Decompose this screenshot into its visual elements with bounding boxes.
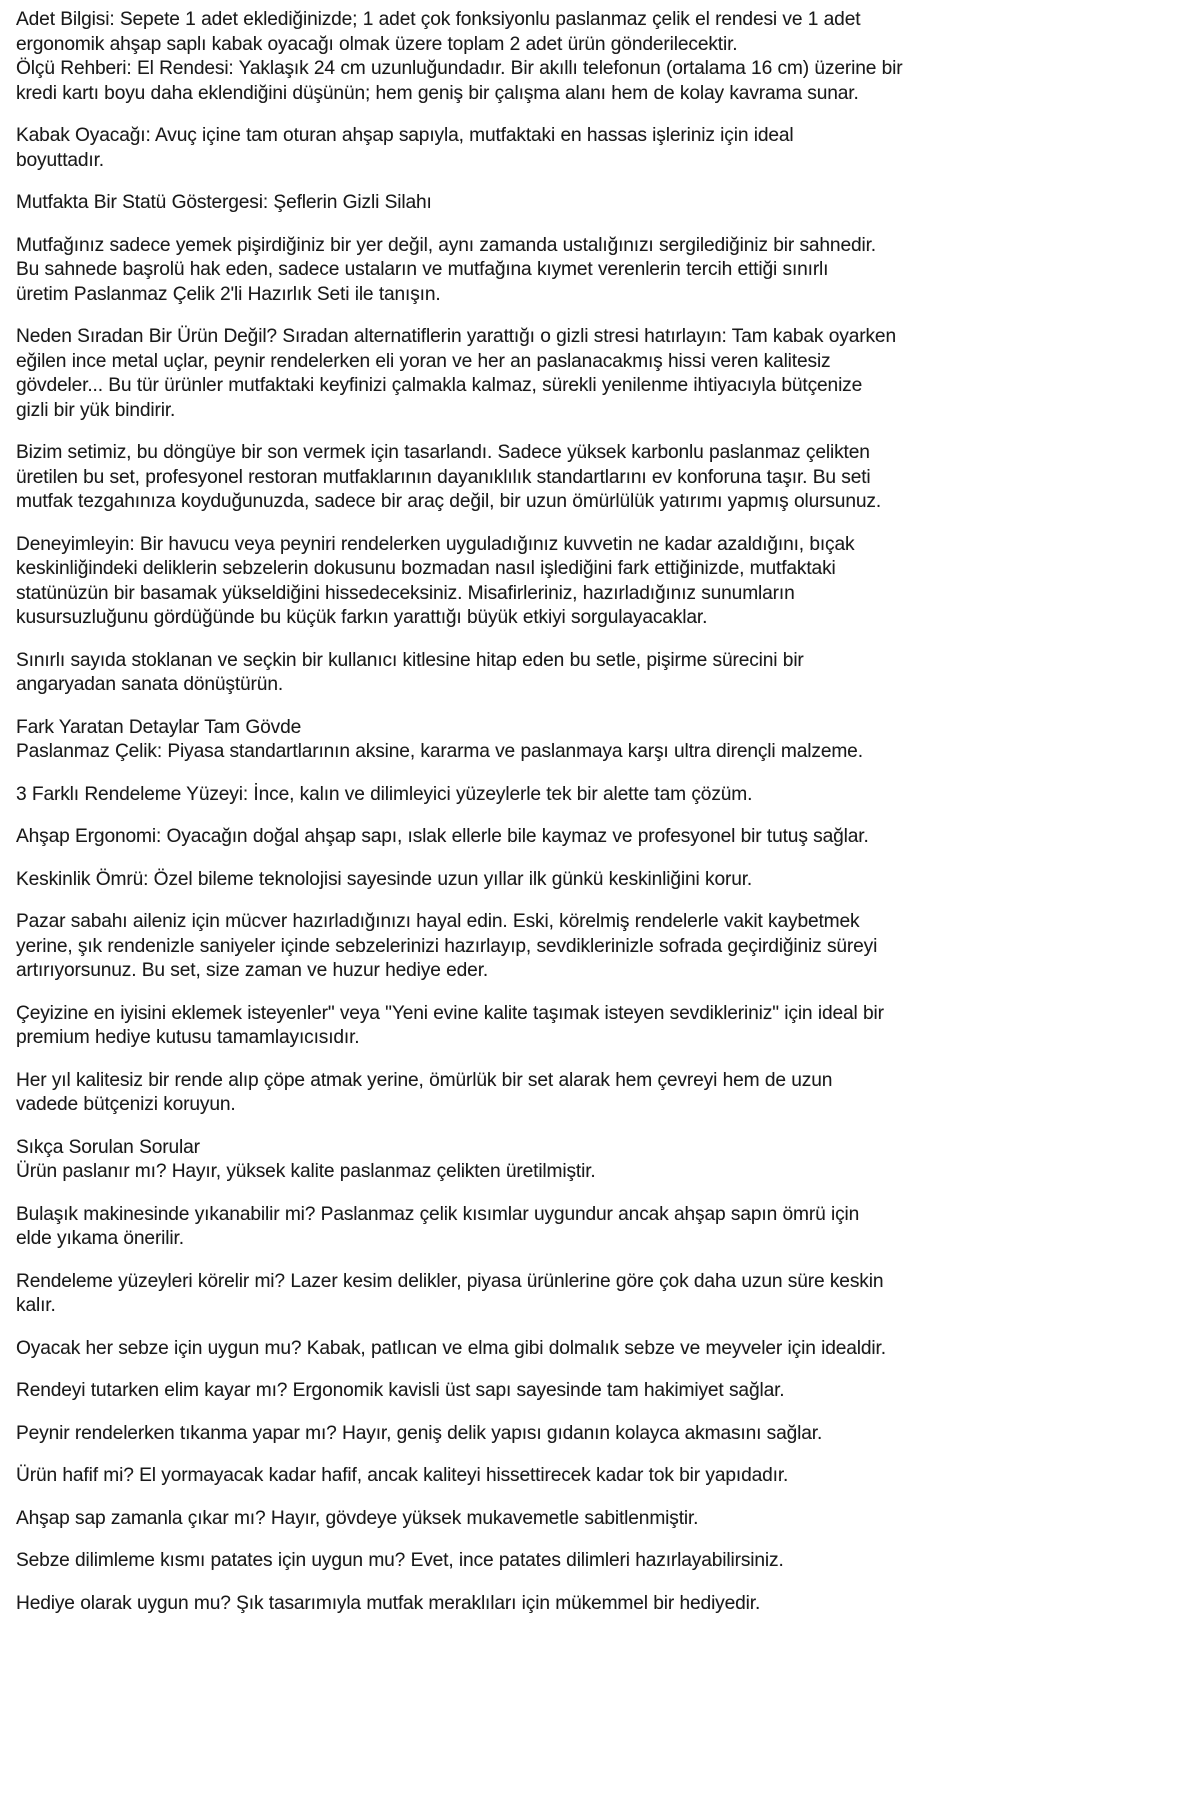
text-line: vadede bütçenizi koruyun.: [16, 1094, 236, 1115]
text-block-sinirli-sayida: [16, 649, 1046, 698]
text-line: Deneyimleyin: Bir havucu veya peyniri rendelerken uyguladığınız kuvvetin ne kadar azaldığını, bıçak: [16, 533, 855, 555]
text-line: Bulaşık makinesinde yıkanabilir mi? Paslanmaz çelik kısımlar uygundur ancak ahşap sapın ömrü için: [16, 1203, 860, 1225]
text-line: gövdeler... Bu tür ürünler mutfaktaki keyfinizi çalmakla kalmaz, sürekli yenilenme ihtiyacıyla bütçenize: [16, 375, 863, 396]
text-block-sss-oyacak: [16, 1337, 1046, 1362]
text-block-sss-bulasik: [16, 1203, 1046, 1252]
text-block-ceyizine: [16, 1002, 1046, 1051]
text-line: Neden Sıradan Bir Ürün Değil? Sıradan alternatiflerin yarattığı o gizli stresi hatırlayın: Tam kabak oyarken: [16, 326, 896, 347]
text-line: Ürün hafif mi? El yormayacak kadar hafif, ancak kaliteyi hissettirecek kadar tok bir yapıdadır.: [16, 1465, 789, 1486]
text-line: ergonomik ahşap saplı kabak oyacağı olmak üzere toplam 2 adet ürün gönderilecektir.: [16, 33, 738, 55]
text-line: kredi kartı boyu daha eklendiğini düşünün; hem geniş bir çalışma alanı hem de kolay kavrama sunar.: [16, 82, 859, 104]
text-line: üretim Paslanmaz Çelik 2'li Hazırlık Seti ile tanışın.: [16, 283, 441, 305]
text-block-mutfaginiz-paragraf: [16, 234, 1046, 308]
text-block-sss-patates: [16, 1549, 1046, 1574]
text-line: gizli bir yük bindirir.: [16, 399, 176, 421]
text-line: Bu sahnede başrolü hak eden, sadece ustaların ve mutfağına kıymet verenlerin tercih ettiği sınırlı: [16, 259, 829, 280]
text-block-sss-ahsap-sap: [16, 1507, 1046, 1532]
text-block-statu-gostergesi-baslik: [16, 191, 1046, 216]
text-line: Çeyizine en iyisini eklemek isteyenler" veya "Yeni evine kalite taşımak isteyen sevdikleriniz" için ideal bir: [16, 1002, 884, 1024]
text-block-sss-baslik: [16, 1136, 1046, 1185]
text-line: Hediye olarak uygun mu? Şık tasarımıyla mutfak meraklıları için mükemmel bir hediyedir.: [16, 1592, 761, 1614]
text-line: Ahşap Ergonomi: Oyacağın doğal ahşap sapı, ıslak ellerle bile kaymaz ve profesyonel bir tutuş sağlar.: [16, 826, 869, 847]
text-block-bizim-setimiz: [16, 441, 1046, 515]
text-block-deneyimleyin: [16, 533, 1046, 631]
text-line: Sınırlı sayıda stoklanan ve seçkin bir kullanıcı kitlesine hitap eden bu setle, pişirme sürecini bir: [16, 649, 804, 671]
text-line: Peynir rendelerken tıkanma yapar mı? Hayır, geniş delik yapısı gıdanın kolayca akmasını sağlar.: [16, 1422, 823, 1444]
text-block-pazar-sabahi: [16, 910, 1046, 984]
text-block-kabak-oyacagi: [16, 124, 1046, 173]
text-line: Keskinlik Ömrü: Özel bileme teknolojisi sayesinde uzun yıllar ilk günkü keskinliğini korur.: [16, 868, 753, 890]
text-line: üretilen bu set, profesyonel restoran mutfaklarının dayanıklılık standartlarını ev konforuna taşır. Bu seti: [16, 466, 871, 488]
text-line: elde yıkama önerilir.: [16, 1228, 184, 1249]
text-line: Sebze dilimleme kısmı patates için uygun mu? Evet, ince patates dilimleri hazırlayabilirsiniz.: [16, 1550, 784, 1571]
text-block-neden-siradan-degil: [16, 325, 1046, 423]
text-line: angaryadan sanata dönüştürün.: [16, 674, 284, 695]
text-line: boyuttadır.: [16, 149, 104, 171]
text-line: Fark Yaratan Detaylar Tam Gövde: [16, 716, 302, 738]
text-line: Paslanmaz Çelik: Piyasa standartlarının aksine, kararma ve paslanmaya karşı ultra dirençli malzeme.: [16, 741, 863, 762]
text-line: Sıkça Sorulan Sorular: [16, 1136, 200, 1158]
text-line: Pazar sabahı aileniz için mücver hazırladığınızı hayal edin. Eski, körelmiş rendelerle vakit kaybetmek: [16, 911, 860, 932]
text-block-fark-yaratan-detaylar: [16, 716, 1046, 765]
text-block-her-yil: [16, 1069, 1046, 1118]
text-line: Kabak Oyacağı: Avuç içine tam oturan ahşap sapıyla, mutfaktaki en hassas işleriniz için ideal: [16, 125, 794, 146]
text-line: Bizim setimiz, bu döngüye bir son vermek için tasarlandı. Sadece yüksek karbonlu paslanmaz çelikten: [16, 442, 870, 463]
text-line: Mutfakta Bir Statü Göstergesi: Şeflerin Gizli Silahı: [16, 192, 432, 213]
text-line: kusursuzluğunu gördüğünde bu küçük farkın yarattığı büyük etkiyi sorgulayacaklar.: [16, 607, 708, 628]
text-line: Oyacak her sebze için uygun mu? Kabak, patlıcan ve elma gibi dolmalık sebze ve meyveler için idealdir.: [16, 1337, 886, 1359]
text-block-sss-hafif: [16, 1464, 1046, 1489]
text-line: Her yıl kalitesiz bir rende alıp çöpe atmak yerine, ömürlük bir set alarak hem çevreyi hem de uzun: [16, 1069, 833, 1091]
text-line: artırıyorsunuz. Bu set, size zaman ve huzur hediye eder.: [16, 960, 489, 981]
text-line: kalır.: [16, 1295, 56, 1316]
text-line: premium hediye kutusu tamamlayıcısıdır.: [16, 1027, 360, 1048]
text-line: Ürün paslanır mı? Hayır, yüksek kalite paslanmaz çelikten üretilmiştir.: [16, 1161, 596, 1182]
text-line: Rendeleme yüzeyleri körelir mi? Lazer kesim delikler, piyasa ürünlerine göre çok daha uzun süre keskin: [16, 1270, 884, 1292]
text-line: yerine, şık rendenizle saniyeler içinde sebzelerinizi hazırlayıp, sevdiklerinizle sofrada geçirdiğiniz süreyi: [16, 935, 878, 957]
text-block-sss-tikanma: [16, 1422, 1046, 1447]
text-block-ahsap-ergonomi: [16, 825, 1046, 850]
text-line: Mutfağınız sadece yemek pişirdiğiniz bir yer değil, aynı zamanda ustalığınızı sergilediğiniz bir sahnedir.: [16, 234, 876, 256]
text-block-sss-kayar: [16, 1379, 1046, 1404]
text-line: statünüzün bir basamak yükseldiğini hissedeceksiniz. Misafirleriniz, hazırladığınız sunumların: [16, 582, 795, 604]
text-block-keskinlik-omru: [16, 868, 1046, 893]
text-block-adet-bilgisi: [16, 8, 1046, 106]
text-line: eğilen ince metal uçlar, peynir rendelerken eli yoran ve her an paslanacakmış hissi veren kalitesiz: [16, 350, 831, 372]
text-block-sss-korelir: [16, 1270, 1046, 1319]
text-line: mutfak tezgahınıza koyduğunuzda, sadece bir araç değil, bir uzun ömürlülük yatırımı yapmış olursunuz.: [16, 491, 881, 512]
text-line: keskinliğindeki deliklerin sebzelerin dokusunu bozmadan nasıl işlediğini fark ettiğinizde, mutfaktaki: [16, 558, 836, 579]
text-line: Adet Bilgisi: Sepete 1 adet eklediğinizde; 1 adet çok fonksiyonlu paslanmaz çelik el rendesi ve 1 adet: [16, 9, 861, 30]
text-line: Rendeyi tutarken elim kayar mı? Ergonomik kavisli üst sapı sayesinde tam hakimiyet sağlar.: [16, 1380, 785, 1401]
text-block-sss-hediye: [16, 1592, 1046, 1617]
text-line: Ahşap sap zamanla çıkar mı? Hayır, gövdeye yüksek mukavemetle sabitlenmiştir.: [16, 1507, 699, 1529]
text-line: 3 Farklı Rendeleme Yüzeyi: İnce, kalın ve dilimleyici yüzeylerle tek bir alette tam çözüm.: [16, 783, 753, 805]
text-block-uc-farkli-yuzey: [16, 783, 1046, 808]
text-line: Ölçü Rehberi: El Rendesi: Yaklaşık 24 cm uzunluğundadır. Bir akıllı telefonun (ortalama 16 cm) üzerine bir: [16, 58, 903, 79]
